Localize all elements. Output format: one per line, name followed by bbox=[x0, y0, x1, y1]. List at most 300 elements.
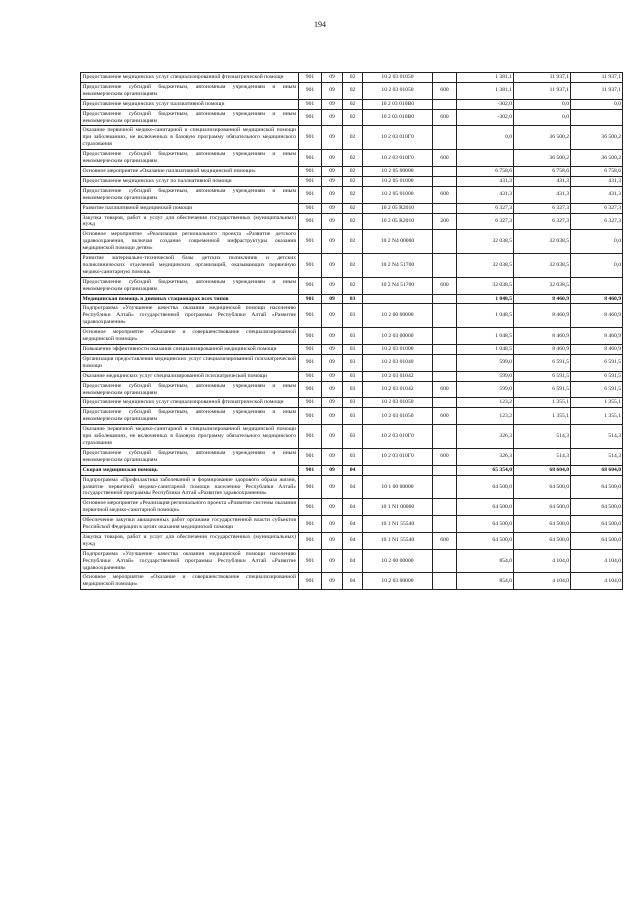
row-expense-type: 600 bbox=[433, 150, 457, 167]
row-amount-3: 0,0 bbox=[571, 99, 623, 109]
row-grbs: 901 bbox=[299, 294, 322, 304]
row-amount-3: 6 327,3 bbox=[571, 203, 623, 213]
row-amount-1: 1 048,5 bbox=[457, 294, 514, 304]
row-amount-2: 11 937,1 bbox=[514, 82, 571, 99]
row-amount-3: 8 460,9 bbox=[571, 304, 623, 328]
row-amount-2: 4 104,0 bbox=[514, 549, 571, 573]
row-amount-2: 4 104,0 bbox=[514, 573, 571, 590]
row-grbs: 901 bbox=[299, 230, 322, 254]
row-target-article: 10 2 03 010В0 bbox=[363, 99, 433, 109]
row-expense-type bbox=[433, 549, 457, 573]
row-section: 09 bbox=[322, 549, 343, 573]
row-amount-2: 36 500,2 bbox=[514, 150, 571, 167]
row-amount-2: 64 500,0 bbox=[514, 532, 571, 549]
row-amount-2: 6 591,5 bbox=[514, 354, 571, 371]
row-expense-type bbox=[433, 425, 457, 449]
row-subsection: 03 bbox=[343, 381, 363, 398]
row-target-article: 10 2 00 00000 bbox=[363, 304, 433, 328]
row-target-article: 10 2 03 010Г0 bbox=[363, 126, 433, 150]
row-target-article: 10 2 05 01000 bbox=[363, 176, 433, 186]
row-name: Закупка товаров, работ и услуг для обеспечения государственных (муниципальных) нужд bbox=[81, 532, 299, 549]
row-section: 09 bbox=[322, 345, 343, 355]
row-target-article: 10 2 00 00000 bbox=[363, 549, 433, 573]
row-expense-type bbox=[433, 516, 457, 533]
row-amount-3 bbox=[571, 277, 623, 294]
table-row bbox=[81, 99, 623, 109]
row-section: 09 bbox=[322, 475, 343, 499]
row-name: Оказание первичной медико-санитарной и специализированной медицинской помощи при заболеваниях, не включенных в базовую программу обязательного медицинского страхования bbox=[81, 425, 299, 449]
row-amount-1: 65 354,0 bbox=[457, 465, 514, 475]
row-amount-3: 8 460,9 bbox=[571, 294, 623, 304]
row-section: 09 bbox=[322, 109, 343, 126]
row-grbs: 901 bbox=[299, 475, 322, 499]
row-amount-3: 1 355,1 bbox=[571, 398, 623, 408]
row-amount-3: 64 500,0 bbox=[571, 532, 623, 549]
row-amount-2: 6 591,5 bbox=[514, 381, 571, 398]
row-subsection: 04 bbox=[343, 516, 363, 533]
row-amount-2: 8 460,9 bbox=[514, 345, 571, 355]
row-amount-2: 1 355,1 bbox=[514, 398, 571, 408]
row-amount-1: 123,2 bbox=[457, 398, 514, 408]
row-expense-type: 600 bbox=[433, 82, 457, 99]
row-name: Предоставление медицинских услуг специализированной фтизиатрической помощи bbox=[81, 398, 299, 408]
row-amount-1: 326,3 bbox=[457, 425, 514, 449]
row-amount-1: 64 500,0 bbox=[457, 532, 514, 549]
row-amount-2: 8 460,9 bbox=[514, 328, 571, 345]
row-amount-2: 6 758,6 bbox=[514, 166, 571, 176]
row-target-article: 10 2 03 01042 bbox=[363, 381, 433, 398]
row-amount-3: 0,0 bbox=[571, 230, 623, 254]
row-expense-type bbox=[433, 304, 457, 328]
row-amount-3: 0,0 bbox=[571, 254, 623, 278]
row-amount-3: 4 104,0 bbox=[571, 549, 623, 573]
row-expense-type: 600 bbox=[433, 532, 457, 549]
row-expense-type bbox=[433, 203, 457, 213]
row-section: 09 bbox=[322, 532, 343, 549]
row-name: Основное мероприятие «Оказание и совершенствование специализированной медицинской помощи» bbox=[81, 328, 299, 345]
row-subsection: 02 bbox=[343, 82, 363, 99]
row-section: 09 bbox=[322, 186, 343, 203]
row-name: Предоставление субсидий бюджетным, автономным учреждениям и иным некоммерческим организациям bbox=[81, 109, 299, 126]
row-grbs: 901 bbox=[299, 213, 322, 230]
row-subsection: 02 bbox=[343, 166, 363, 176]
row-amount-3: 64 500,0 bbox=[571, 499, 623, 516]
row-subsection: 02 bbox=[343, 99, 363, 109]
table-row bbox=[81, 425, 623, 449]
row-name: Основное мероприятие «Реализация регионального проекта «Развитие системы оказания первичной медико-санитарной помощи» bbox=[81, 499, 299, 516]
table-row bbox=[81, 277, 623, 294]
row-amount-2: 64 500,0 bbox=[514, 499, 571, 516]
row-grbs: 901 bbox=[299, 398, 322, 408]
row-section: 09 bbox=[322, 166, 343, 176]
row-expense-type bbox=[433, 73, 457, 83]
row-expense-type: 600 bbox=[433, 186, 457, 203]
row-name: Подпрограмма «Улучшение качества оказания медицинской помощи населению Республики Алтай» государственной программы Республики Алтай «Развитие здравоохранения» bbox=[81, 304, 299, 328]
table-row bbox=[81, 354, 623, 371]
row-amount-3: 68 604,0 bbox=[571, 465, 623, 475]
row-target-article: 10 1 N1 55540 bbox=[363, 532, 433, 549]
row-expense-type bbox=[433, 573, 457, 590]
row-amount-1: 0,0 bbox=[457, 126, 514, 150]
row-target-article: 10 2 03 01050 bbox=[363, 408, 433, 425]
row-grbs: 901 bbox=[299, 186, 322, 203]
row-target-article: 10 2 03 00000 bbox=[363, 328, 433, 345]
row-name: Предоставление субсидий бюджетным, автономным учреждениям и иным некоммерческим организациям bbox=[81, 408, 299, 425]
table-row bbox=[81, 465, 623, 475]
table-row bbox=[81, 294, 623, 304]
row-grbs: 901 bbox=[299, 304, 322, 328]
row-expense-type bbox=[433, 465, 457, 475]
row-expense-type bbox=[433, 328, 457, 345]
row-subsection: 02 bbox=[343, 126, 363, 150]
row-grbs: 901 bbox=[299, 99, 322, 109]
row-expense-type bbox=[433, 475, 457, 499]
row-name: Медицинская помощь в дневных стационарах всех типов bbox=[81, 294, 299, 304]
row-amount-2: 32 038,5 bbox=[514, 277, 571, 294]
row-amount-2: 64 500,0 bbox=[514, 475, 571, 499]
table-row bbox=[81, 254, 623, 278]
row-grbs: 901 bbox=[299, 354, 322, 371]
table-row bbox=[81, 475, 623, 499]
row-amount-2: 32 038,5 bbox=[514, 254, 571, 278]
row-target-article: 10 2 03 00000 bbox=[363, 573, 433, 590]
row-expense-type: 200 bbox=[433, 213, 457, 230]
row-amount-1: 599,0 bbox=[457, 381, 514, 398]
row-amount-1: 123,2 bbox=[457, 408, 514, 425]
table-row bbox=[81, 398, 623, 408]
table-row bbox=[81, 408, 623, 425]
row-amount-2: 6 591,5 bbox=[514, 371, 571, 381]
row-amount-3: 64 500,0 bbox=[571, 516, 623, 533]
row-amount-1: 431,3 bbox=[457, 176, 514, 186]
row-amount-2: 514,3 bbox=[514, 448, 571, 465]
row-amount-1: 32 038,5 bbox=[457, 230, 514, 254]
row-section: 09 bbox=[322, 99, 343, 109]
row-amount-2: 0,0 bbox=[514, 99, 571, 109]
table-row bbox=[81, 448, 623, 465]
row-amount-2: 36 500,2 bbox=[514, 126, 571, 150]
table-row bbox=[81, 532, 623, 549]
row-name: Предоставление медицинских услуг по паллиативной помощи bbox=[81, 176, 299, 186]
row-amount-1: 6 758,6 bbox=[457, 166, 514, 176]
row-target-article: 10 2 03 010Г0 bbox=[363, 448, 433, 465]
row-name: Предоставление субсидий бюджетным, автономным учреждениям и иным некоммерческим организациям bbox=[81, 277, 299, 294]
row-grbs: 901 bbox=[299, 277, 322, 294]
row-amount-2: 32 038,5 bbox=[514, 230, 571, 254]
row-target-article: 10 1 N1 55540 bbox=[363, 516, 433, 533]
row-amount-3: 36 500,2 bbox=[571, 126, 623, 150]
row-amount-3: 64 500,0 bbox=[571, 475, 623, 499]
row-subsection: 03 bbox=[343, 448, 363, 465]
row-grbs: 901 bbox=[299, 516, 322, 533]
row-grbs: 901 bbox=[299, 371, 322, 381]
row-grbs: 901 bbox=[299, 532, 322, 549]
row-amount-1: 1 048,5 bbox=[457, 304, 514, 328]
row-amount-1: 599,0 bbox=[457, 371, 514, 381]
row-target-article: 10 2 03 01042 bbox=[363, 371, 433, 381]
row-section: 09 bbox=[322, 294, 343, 304]
row-name: Основное мероприятие «Реализация регионального проекта «Развитие детского здравоохранения, включая создание современной инфраструктуры оказания медицинской помощи детям» bbox=[81, 230, 299, 254]
row-subsection: 04 bbox=[343, 549, 363, 573]
row-subsection: 03 bbox=[343, 398, 363, 408]
row-target-article: 10 2 03 01000 bbox=[363, 345, 433, 355]
row-name: Основное мероприятие «Оказание паллиативной медицинской помощи» bbox=[81, 166, 299, 176]
row-expense-type bbox=[433, 176, 457, 186]
row-grbs: 901 bbox=[299, 126, 322, 150]
row-target-article: 10 2 03 01050 bbox=[363, 73, 433, 83]
row-section: 09 bbox=[322, 328, 343, 345]
row-name: Предоставление медицинских услуг паллиативной помощи bbox=[81, 99, 299, 109]
row-subsection: 02 bbox=[343, 186, 363, 203]
row-amount-2: 11 937,1 bbox=[514, 73, 571, 83]
budget-table-body bbox=[81, 73, 623, 590]
row-subsection: 02 bbox=[343, 176, 363, 186]
row-section: 09 bbox=[322, 213, 343, 230]
row-amount-2: 431,3 bbox=[514, 186, 571, 203]
row-target-article bbox=[363, 294, 433, 304]
row-subsection: 03 bbox=[343, 425, 363, 449]
row-section: 09 bbox=[322, 304, 343, 328]
row-name: Оказание медицинских услуг специализированной психиатрической помощи bbox=[81, 371, 299, 381]
row-subsection: 02 bbox=[343, 109, 363, 126]
row-subsection: 03 bbox=[343, 371, 363, 381]
row-subsection: 03 bbox=[343, 304, 363, 328]
row-expense-type: 600 bbox=[433, 109, 457, 126]
row-expense-type: 600 bbox=[433, 408, 457, 425]
row-amount-3: 11 937,1 bbox=[571, 73, 623, 83]
table-row bbox=[81, 345, 623, 355]
row-target-article: 10 1 00 00000 bbox=[363, 475, 433, 499]
row-section: 09 bbox=[322, 499, 343, 516]
row-section: 09 bbox=[322, 354, 343, 371]
row-expense-type bbox=[433, 254, 457, 278]
table-row bbox=[81, 73, 623, 83]
row-amount-3: 4 104,0 bbox=[571, 573, 623, 590]
row-amount-1: 6 327,3 bbox=[457, 203, 514, 213]
row-section: 09 bbox=[322, 573, 343, 590]
row-amount-1: 64 500,0 bbox=[457, 516, 514, 533]
row-amount-2: 8 460,9 bbox=[514, 304, 571, 328]
row-name: Обеспечение закупки авиационных работ органами государственной власти субъектов Российской Федерации в целях оказания медицинской помощи bbox=[81, 516, 299, 533]
row-expense-type bbox=[433, 371, 457, 381]
row-subsection: 03 bbox=[343, 328, 363, 345]
table-row bbox=[81, 126, 623, 150]
row-grbs: 901 bbox=[299, 109, 322, 126]
row-subsection: 04 bbox=[343, 465, 363, 475]
row-section: 09 bbox=[322, 176, 343, 186]
row-amount-1: 32 038,5 bbox=[457, 254, 514, 278]
row-amount-3: 6 327,3 bbox=[571, 213, 623, 230]
row-amount-2: 6 327,3 bbox=[514, 203, 571, 213]
row-name: Предоставление медицинских услуг специализированной фтизиатрической помощи bbox=[81, 73, 299, 83]
row-subsection: 03 bbox=[343, 345, 363, 355]
row-amount-3: 6 591,5 bbox=[571, 354, 623, 371]
table-row bbox=[81, 213, 623, 230]
row-amount-1: 1 381,1 bbox=[457, 82, 514, 99]
row-amount-3: 6 591,5 bbox=[571, 381, 623, 398]
row-target-article: 10 2 N4 51700 bbox=[363, 254, 433, 278]
row-grbs: 901 bbox=[299, 381, 322, 398]
row-name: Организация предоставления медицинских услуг специализированной психиатрической помощи bbox=[81, 354, 299, 371]
row-expense-type bbox=[433, 354, 457, 371]
row-target-article: 10 2 03 01050 bbox=[363, 398, 433, 408]
row-amount-3: 8 460,9 bbox=[571, 328, 623, 345]
row-amount-2: 64 500,0 bbox=[514, 516, 571, 533]
row-subsection: 02 bbox=[343, 277, 363, 294]
row-amount-3: 6 591,5 bbox=[571, 371, 623, 381]
row-name: Развитие паллиативной медицинской помощи bbox=[81, 203, 299, 213]
row-grbs: 901 bbox=[299, 408, 322, 425]
row-name: Предоставление субсидий бюджетным, автономным учреждениям и иным некоммерческим организациям bbox=[81, 82, 299, 99]
row-amount-3: 431,3 bbox=[571, 186, 623, 203]
row-expense-type bbox=[433, 230, 457, 254]
row-amount-3: 11 937,1 bbox=[571, 82, 623, 99]
row-grbs: 901 bbox=[299, 425, 322, 449]
row-section: 09 bbox=[322, 408, 343, 425]
row-target-article bbox=[363, 465, 433, 475]
row-section: 09 bbox=[322, 398, 343, 408]
row-amount-3: 36 500,2 bbox=[571, 150, 623, 167]
row-target-article: 10 2 05 00000 bbox=[363, 166, 433, 176]
row-amount-2: 514,3 bbox=[514, 425, 571, 449]
page-number: 194 bbox=[314, 20, 326, 29]
table-row bbox=[81, 109, 623, 126]
row-grbs: 901 bbox=[299, 448, 322, 465]
row-name: Подпрограмма «Улучшение качества оказания медицинской помощи населению Республики Алтай» государственной программы Республики Алтай «Развитие здравоохранения» bbox=[81, 549, 299, 573]
row-target-article: 10 2 05 01000 bbox=[363, 186, 433, 203]
row-subsection: 04 bbox=[343, 573, 363, 590]
row-expense-type: 600 bbox=[433, 448, 457, 465]
row-amount-3: 514,3 bbox=[571, 425, 623, 449]
row-section: 09 bbox=[322, 465, 343, 475]
row-amount-1: 854,0 bbox=[457, 549, 514, 573]
table-row bbox=[81, 176, 623, 186]
row-name: Предоставление субсидий бюджетным, автономным учреждениям и иным некоммерческим организациям bbox=[81, 381, 299, 398]
row-amount-1: 1 048,5 bbox=[457, 328, 514, 345]
row-target-article: 10 2 N4 00000 bbox=[363, 230, 433, 254]
row-grbs: 901 bbox=[299, 73, 322, 83]
row-expense-type: 600 bbox=[433, 381, 457, 398]
row-name: Скорая медицинская помощь bbox=[81, 465, 299, 475]
row-grbs: 901 bbox=[299, 465, 322, 475]
row-name: Предоставление субсидий бюджетным, автономным учреждениям и иным некоммерческим организациям bbox=[81, 150, 299, 167]
row-name: Повышение эффективности оказания специализированной медицинской помощи bbox=[81, 345, 299, 355]
row-amount-1: 1 048,5 bbox=[457, 345, 514, 355]
row-expense-type bbox=[433, 166, 457, 176]
table-row bbox=[81, 304, 623, 328]
row-name: Предоставление субсидий бюджетным, автономным учреждениям и иным некоммерческим организациям bbox=[81, 186, 299, 203]
row-amount-1: 326,3 bbox=[457, 448, 514, 465]
row-name: Предоставление субсидий бюджетным, автономным учреждениям и иным некоммерческим организациям bbox=[81, 448, 299, 465]
row-grbs: 901 bbox=[299, 328, 322, 345]
row-amount-2: 6 327,3 bbox=[514, 213, 571, 230]
row-target-article: 10 2 03 010В0 bbox=[363, 109, 433, 126]
table-row bbox=[81, 516, 623, 533]
row-amount-3: 514,3 bbox=[571, 448, 623, 465]
row-section: 09 bbox=[322, 425, 343, 449]
row-expense-type: 600 bbox=[433, 277, 457, 294]
row-amount-1 bbox=[457, 150, 514, 167]
row-subsection: 03 bbox=[343, 408, 363, 425]
row-amount-1: 1 381,1 bbox=[457, 73, 514, 83]
table-row bbox=[81, 549, 623, 573]
row-target-article: 10 2 05 R2010 bbox=[363, 213, 433, 230]
row-section: 09 bbox=[322, 371, 343, 381]
row-target-article: 10 2 03 01050 bbox=[363, 82, 433, 99]
row-amount-3 bbox=[571, 109, 623, 126]
row-amount-1: 431,3 bbox=[457, 186, 514, 203]
table-row bbox=[81, 166, 623, 176]
row-grbs: 901 bbox=[299, 150, 322, 167]
row-section: 09 bbox=[322, 203, 343, 213]
row-amount-1: 6 327,3 bbox=[457, 213, 514, 230]
row-section: 09 bbox=[322, 82, 343, 99]
row-grbs: 901 bbox=[299, 254, 322, 278]
row-amount-2: 431,3 bbox=[514, 176, 571, 186]
row-amount-2: 0,0 bbox=[514, 109, 571, 126]
row-target-article: 10 2 03 01040 bbox=[363, 354, 433, 371]
row-section: 09 bbox=[322, 150, 343, 167]
table-row bbox=[81, 381, 623, 398]
table-row bbox=[81, 186, 623, 203]
row-amount-2: 1 355,1 bbox=[514, 408, 571, 425]
row-subsection: 02 bbox=[343, 230, 363, 254]
row-amount-1: 599,0 bbox=[457, 354, 514, 371]
row-amount-1: 64 500,0 bbox=[457, 499, 514, 516]
row-section: 09 bbox=[322, 126, 343, 150]
row-target-article: 10 2 03 010Г0 bbox=[363, 425, 433, 449]
row-grbs: 901 bbox=[299, 345, 322, 355]
row-subsection: 02 bbox=[343, 254, 363, 278]
row-target-article: 10 2 N4 51700 bbox=[363, 277, 433, 294]
row-name: Оказание первичной медико-санитарной и специализированной медицинской помощи при заболеваниях, не включенных в базовую программу обязательного медицинского страхования bbox=[81, 126, 299, 150]
row-grbs: 901 bbox=[299, 82, 322, 99]
row-amount-3: 1 355,1 bbox=[571, 408, 623, 425]
row-section: 09 bbox=[322, 516, 343, 533]
table-row bbox=[81, 328, 623, 345]
row-expense-type bbox=[433, 499, 457, 516]
row-subsection: 02 bbox=[343, 150, 363, 167]
row-amount-1: 854,0 bbox=[457, 573, 514, 590]
table-row bbox=[81, 203, 623, 213]
row-subsection: 03 bbox=[343, 354, 363, 371]
row-expense-type bbox=[433, 345, 457, 355]
row-target-article: 10 1 N1 00000 bbox=[363, 499, 433, 516]
row-grbs: 901 bbox=[299, 176, 322, 186]
row-grbs: 901 bbox=[299, 166, 322, 176]
row-expense-type bbox=[433, 99, 457, 109]
row-amount-3: 6 758,6 bbox=[571, 166, 623, 176]
row-grbs: 901 bbox=[299, 499, 322, 516]
row-target-article: 10 2 05 R2010 bbox=[363, 203, 433, 213]
row-name: Закупка товаров, работ и услуг для обеспечения государственных (муниципальных) нужд bbox=[81, 213, 299, 230]
row-grbs: 901 bbox=[299, 573, 322, 590]
row-grbs: 901 bbox=[299, 549, 322, 573]
row-name: Развитие материально-технической базы детских поликлиник и детских поликлинических отделений медицинских организаций, оказывающих первичную медико-санитарную помощь bbox=[81, 254, 299, 278]
budget-table bbox=[80, 72, 623, 590]
row-amount-3: 8 460,9 bbox=[571, 345, 623, 355]
row-subsection: 04 bbox=[343, 499, 363, 516]
table-row bbox=[81, 371, 623, 381]
row-subsection: 02 bbox=[343, 73, 363, 83]
table-row bbox=[81, 573, 623, 590]
row-subsection: 02 bbox=[343, 213, 363, 230]
row-amount-2: 68 604,0 bbox=[514, 465, 571, 475]
table-row bbox=[81, 150, 623, 167]
row-subsection: 03 bbox=[343, 294, 363, 304]
row-section: 09 bbox=[322, 448, 343, 465]
row-subsection: 02 bbox=[343, 203, 363, 213]
